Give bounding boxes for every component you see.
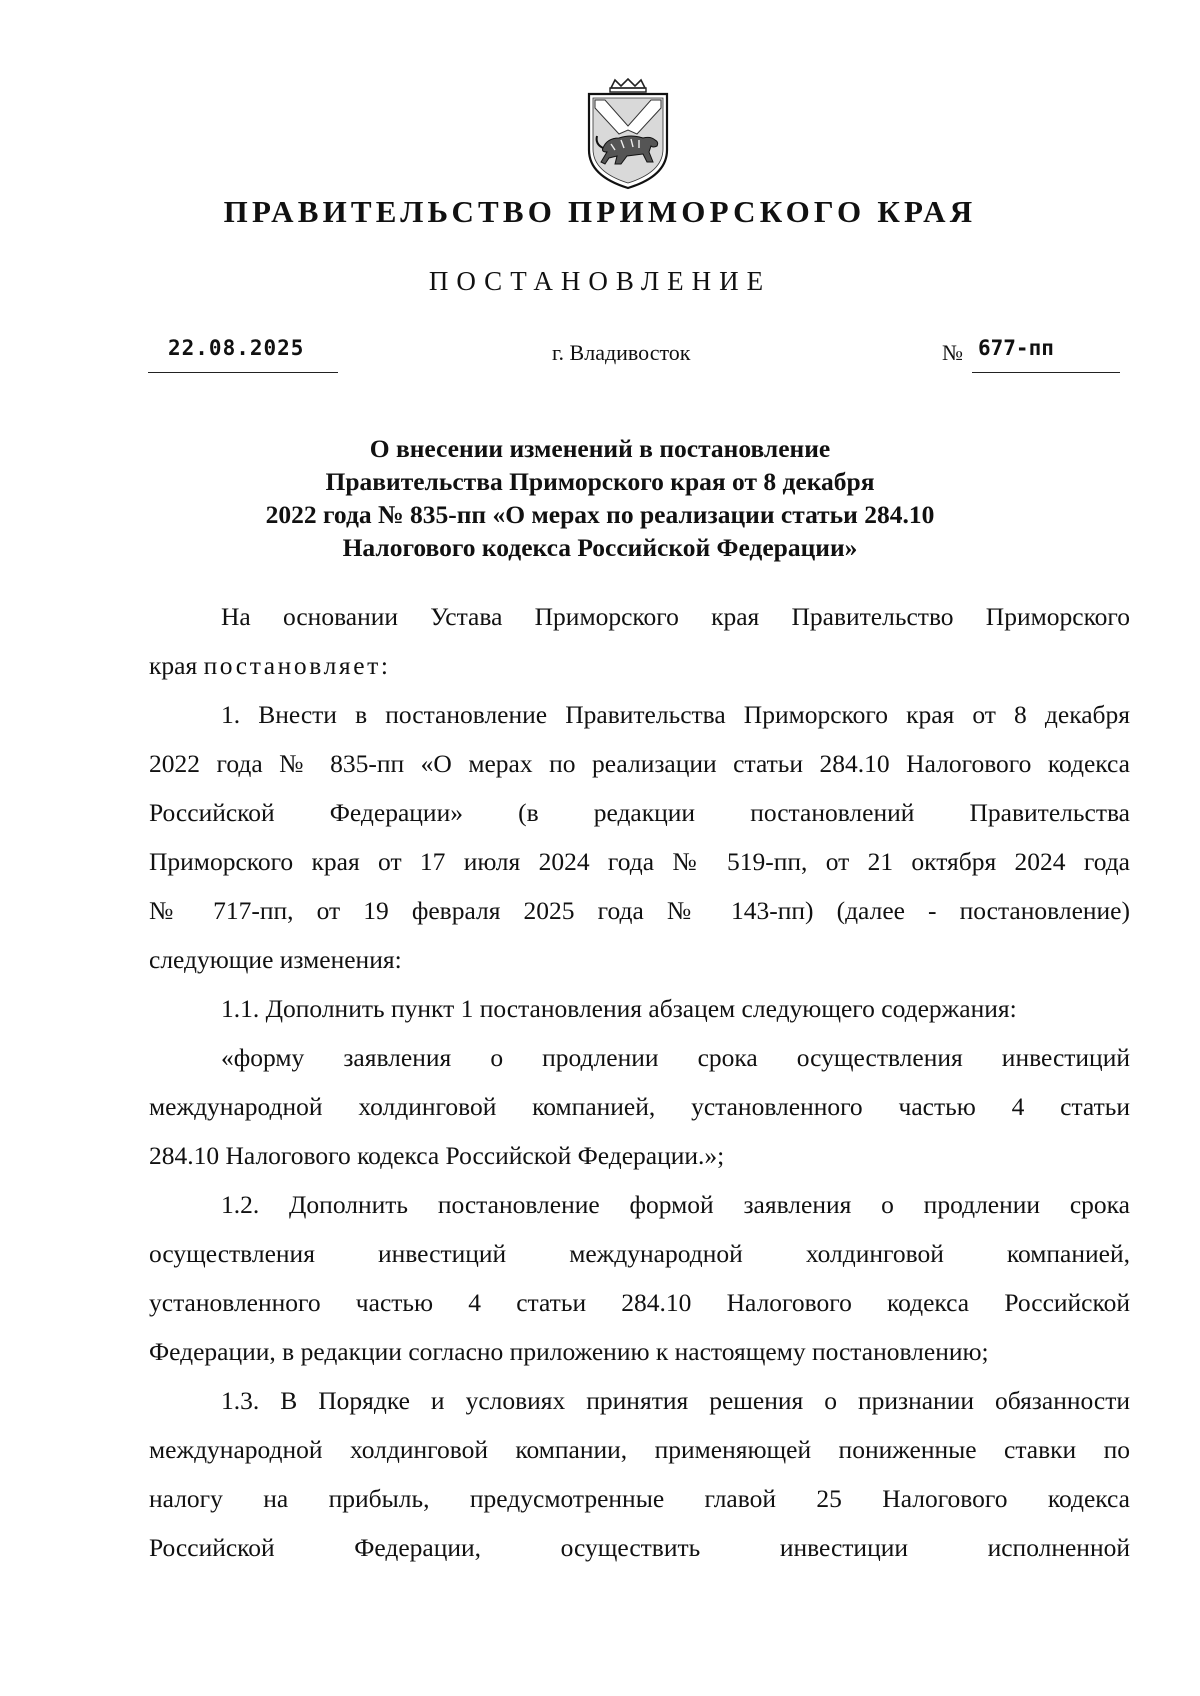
document-subject (0, 432, 1200, 564)
preamble-line: На основании Устава Приморского края Правительство Приморского (221, 602, 1130, 631)
paragraph-1-1-quote-line: «форму заявления о продлении срока осуществления инвестиций (221, 1043, 1130, 1072)
document-number: 677-пп (978, 336, 1054, 360)
paragraph-1-3-line: налогу на прибыль, предусмотренные главой 25 Налогового кодекса (149, 1484, 1130, 1513)
paragraph-1-3-line: международной холдинговой компании, применяющей пониженные ставки по (149, 1435, 1130, 1464)
paragraph-1-2-line: 1.2. Дополнить постановление формой заявления о продлении срока (221, 1190, 1130, 1219)
number-underline (972, 336, 1120, 373)
document-date: 22.08.2025 (168, 336, 305, 360)
subject-line: Налогового кодекса Российской Федерации» (342, 533, 858, 562)
paragraph-1-line: следующие изменения: (149, 945, 402, 974)
preamble-line (149, 641, 1130, 690)
paragraph-1-line: Российской Федерации» (в редакции постановлений Правительства (149, 798, 1130, 827)
paragraph-1-3-line: Российской Федерации, осуществить инвестиции исполненной (149, 1533, 1130, 1562)
subject-line: О внесении изменений в постановление (369, 434, 831, 463)
paragraph-1-2-line: осуществления инвестиций международной холдинговой компанией, (149, 1239, 1130, 1268)
date-field (148, 336, 338, 373)
government-title: ПРАВИТЕЛЬСТВО ПРИМОРСКОГО КРАЯ (223, 194, 977, 229)
number-field (942, 336, 1120, 372)
subject-line: Правительства Приморского края от 8 декабря (325, 467, 875, 496)
document-city: г. Владивосток (552, 340, 691, 365)
document-body (149, 592, 1130, 1572)
paragraph-1-1-quote-line: 284.10 Налогового кодекса Российской Федерации.»; (149, 1141, 725, 1170)
paragraph-1-line: 1. Внести в постановление Правительства Приморского края от 8 декабря (221, 700, 1130, 729)
paragraph-1-1-line: 1.1. Дополнить пункт 1 постановления абзацем следующего содержания: (221, 994, 1017, 1023)
preamble-resolves: постановляет: (203, 651, 391, 680)
number-sign: № (942, 340, 963, 365)
paragraph-1-1-quote-line: международной холдинговой компанией, установленного частью 4 статьи (149, 1092, 1130, 1121)
paragraph-1-line: 2022 года № 835-пп «О мерах по реализации статьи 284.10 Налогового кодекса (149, 749, 1130, 778)
coat-of-arms-emblem (581, 78, 675, 190)
paragraph-1-line: Приморского края от 17 июля 2024 года № 519-пп, от 21 октября 2024 года (149, 847, 1130, 876)
subject-line: 2022 года № 835-пп «О мерах по реализации статьи 284.10 (265, 500, 935, 529)
paragraph-1-2-line: Федерации, в редакции согласно приложению к настоящему постановлению; (149, 1337, 989, 1366)
document-type-title: ПОСТАНОВЛЕНИЕ (428, 266, 772, 296)
paragraph-1-3-line: 1.3. В Порядке и условиях принятия решения о признании обязанности (221, 1386, 1130, 1415)
preamble-prefix: края (149, 651, 198, 680)
paragraph-1-2-line: установленного частью 4 статьи 284.10 Налогового кодекса Российской (149, 1288, 1130, 1317)
paragraph-1-line: № 717-пп, от 19 февраля 2025 года № 143-пп) (далее - постановление) (149, 896, 1130, 925)
